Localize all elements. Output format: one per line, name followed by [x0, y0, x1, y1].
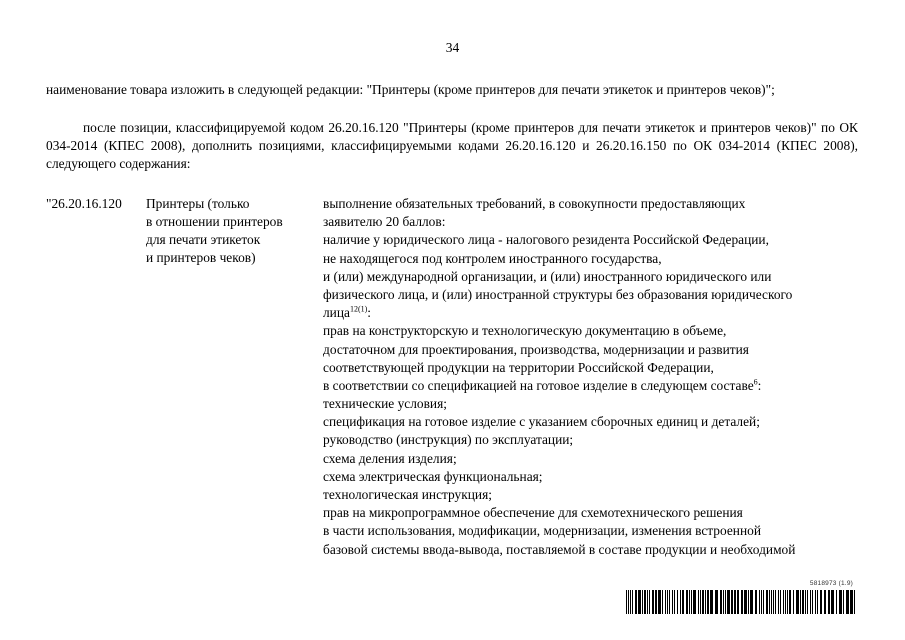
barcode-bar: [652, 590, 654, 614]
barcode-bar: [815, 590, 816, 614]
barcode-bar: [836, 590, 837, 614]
barcode-bar: [710, 590, 713, 614]
barcode-bar: [775, 590, 776, 614]
requirement-line: [323, 304, 863, 322]
barcode-bar: [626, 590, 627, 614]
barcode-bar: [632, 590, 633, 614]
barcode-bar: [817, 590, 818, 614]
requirements-text: [323, 195, 863, 559]
requirement-line: [323, 504, 863, 522]
barcode-label: 5818973 (1.9): [809, 580, 853, 587]
requirement-text: в части использования, модификации, модернизации, изменения встроенной: [323, 523, 761, 539]
footnote-reference: 6: [753, 377, 758, 387]
barcode-bar: [785, 590, 786, 614]
barcode-bar: [727, 590, 730, 614]
barcode-bar: [698, 590, 699, 614]
requirement-text: лица: [323, 305, 350, 321]
requirement-line: [323, 431, 863, 449]
barcode-bar: [705, 590, 706, 614]
barcode-bar: [741, 590, 743, 614]
requirement-text: прав на микропрограммное обеспечение для схемотехнического решения: [323, 505, 743, 521]
requirement-line: [323, 486, 863, 504]
requirement-line: [323, 377, 863, 395]
barcode-bar: [759, 590, 760, 614]
barcode-bar: [680, 590, 681, 614]
barcode-bar: [649, 590, 650, 614]
requirement-text: соответствующей продукции на территории Российской Федерации,: [323, 359, 714, 375]
requirement-text: достаточном для проектирования, производства, модернизации и развития: [323, 341, 749, 357]
requirement-text: схема электрическая функциональная;: [323, 468, 543, 484]
requirement-line: [323, 395, 863, 413]
intro-paragraph: наименование товара изложить в следующей редакции: "Принтеры (кроме принтеров для печати этикеток и принтеров чеков)";: [46, 82, 775, 97]
barcode-bar: [807, 590, 808, 614]
product-name-line: Принтеры (только: [146, 196, 250, 211]
barcode-bar: [787, 590, 788, 614]
footnote-reference: 12(1): [349, 304, 368, 314]
requirement-line: [323, 468, 863, 486]
requirement-line: [323, 268, 863, 286]
product-name-line: для печати этикеток: [146, 232, 261, 247]
requirement-line: [323, 286, 863, 304]
barcode-bar: [828, 590, 830, 614]
requirement-line: [323, 413, 863, 431]
requirement-text: схема деления изделия;: [323, 450, 457, 466]
barcode-bar: [662, 590, 663, 614]
requirement-line: [323, 213, 863, 231]
barcode-bar: [628, 590, 629, 614]
barcode-bar: [700, 590, 701, 614]
requirement-line: [323, 341, 863, 359]
requirement-line: [323, 195, 863, 213]
punctuation: :: [367, 305, 372, 321]
barcode-bar: [693, 590, 696, 614]
barcode-bar: [667, 590, 668, 614]
barcode-bar: [796, 590, 799, 614]
barcode-bar: [691, 590, 692, 614]
requirement-line: [323, 322, 863, 340]
barcode-bar: [642, 590, 643, 614]
classification-code: "26.20.16.120: [46, 196, 122, 211]
requirement-line: [323, 250, 863, 268]
barcode-bar: [734, 590, 736, 614]
barcode-bar: [748, 590, 749, 614]
barcode-bar: [658, 590, 661, 614]
barcode-bar: [805, 590, 806, 614]
requirement-text: прав на конструкторскую и технологическую документацию в объеме,: [323, 323, 727, 339]
barcode-bar: [674, 590, 675, 614]
barcode-bar: [780, 590, 781, 614]
requirement-line: [323, 231, 863, 249]
requirement-text: физического лица, и (или) иностранной структуры без образования юридического: [323, 286, 793, 302]
barcode-bar: [793, 590, 794, 614]
product-name: [146, 195, 316, 267]
requirement-text: базовой системы ввода-вывода, поставляемой в составе продукции и необходимой: [323, 541, 796, 557]
barcode-bar: [665, 590, 666, 614]
requirement-line: [323, 522, 863, 540]
barcode-bar: [689, 590, 690, 614]
barcode-bar: [630, 590, 631, 614]
barcode-bar: [731, 590, 733, 614]
barcode-bar: [766, 590, 768, 614]
requirement-text: технологическая инструкция;: [323, 487, 492, 502]
barcode-bar: [737, 590, 739, 614]
requirement-text: в соответствии со спецификацией на готовое изделие в следующем составе: [323, 377, 754, 393]
barcode-bar: [769, 590, 770, 614]
barcode-bar: [638, 590, 641, 614]
page-number: 34: [445, 40, 460, 55]
barcode-bar: [763, 590, 764, 614]
barcode-bar: [715, 590, 718, 614]
requirement-text: технические условия;: [323, 396, 447, 412]
intro-paragraph-addition: после позиции, классифицируемой кодом 26.20.16.120 "Принтеры (кроме принтеров для печати этикеток и принтеров чеков)" по ОК 034-2014 (КПЕС 2008), дополнить позициями, классифицируемыми кодами 26.20.16.120 и 26.20.16.150 по ОК 034-2014 (КПЕС 2008), следующего содержания:: [46, 120, 858, 171]
barcode-bar: [850, 590, 853, 614]
barcode-bar: [723, 590, 724, 614]
barcode-bar: [655, 590, 657, 614]
barcode-bar: [820, 590, 822, 614]
product-name-line: и принтеров чеков): [146, 250, 256, 265]
barcode-bar: [843, 590, 844, 614]
barcode-bar: [707, 590, 709, 614]
barcode-bar: [810, 590, 811, 614]
requirement-text: руководство (инструкция) по эксплуатации;: [323, 432, 574, 448]
barcode-bar: [854, 590, 855, 614]
barcode-bar: [750, 590, 753, 614]
barcode-bar: [725, 590, 726, 614]
punctuation: :: [757, 377, 762, 393]
requirement-line: [323, 450, 863, 468]
barcode-bar: [669, 590, 670, 614]
product-name-line: в отношении принтеров: [146, 214, 283, 229]
barcode-bar: [839, 590, 842, 614]
barcode-bar: [771, 590, 772, 614]
barcode-bar: [789, 590, 791, 614]
barcode-bar: [647, 590, 648, 614]
barcode-bar: [761, 590, 762, 614]
barcode-bar: [800, 590, 801, 614]
barcode-bar: [778, 590, 779, 614]
requirement-text: не находящегося под контролем иностранного государства,: [323, 250, 662, 266]
barcode-bar: [635, 590, 637, 614]
barcode-bar: [644, 590, 646, 614]
barcode-bar: [802, 590, 804, 614]
barcode-icon: [626, 590, 856, 614]
barcode-bar: [677, 590, 678, 614]
barcode-bar: [702, 590, 704, 614]
barcode-bar: [686, 590, 688, 614]
requirement-text: наличие у юридического лица - налогового резидента Российской Федерации,: [323, 232, 769, 248]
requirement-text: заявителю 20 баллов:: [323, 214, 446, 230]
requirement-line: [323, 359, 863, 377]
requirement-text: спецификация на готовое изделие с указанием сборочных единиц и деталей;: [323, 414, 760, 430]
requirement-line: [323, 541, 863, 559]
barcode-bar: [824, 590, 826, 614]
barcode-bar: [682, 590, 684, 614]
barcode-bar: [720, 590, 722, 614]
barcode-bar: [831, 590, 834, 614]
document-barcode: [626, 580, 856, 614]
barcode-bar: [773, 590, 774, 614]
requirement-text: и (или) международной организации, и (или) иностранного юридического или: [323, 268, 772, 284]
requirement-text: выполнение обязательных требований, в совокупности предоставляющих: [323, 196, 746, 211]
barcode-bar: [783, 590, 784, 614]
barcode-bar: [672, 590, 673, 614]
barcode-bar: [846, 590, 849, 614]
barcode-bar: [755, 590, 757, 614]
barcode-bar: [744, 590, 747, 614]
barcode-bar: [812, 590, 813, 614]
